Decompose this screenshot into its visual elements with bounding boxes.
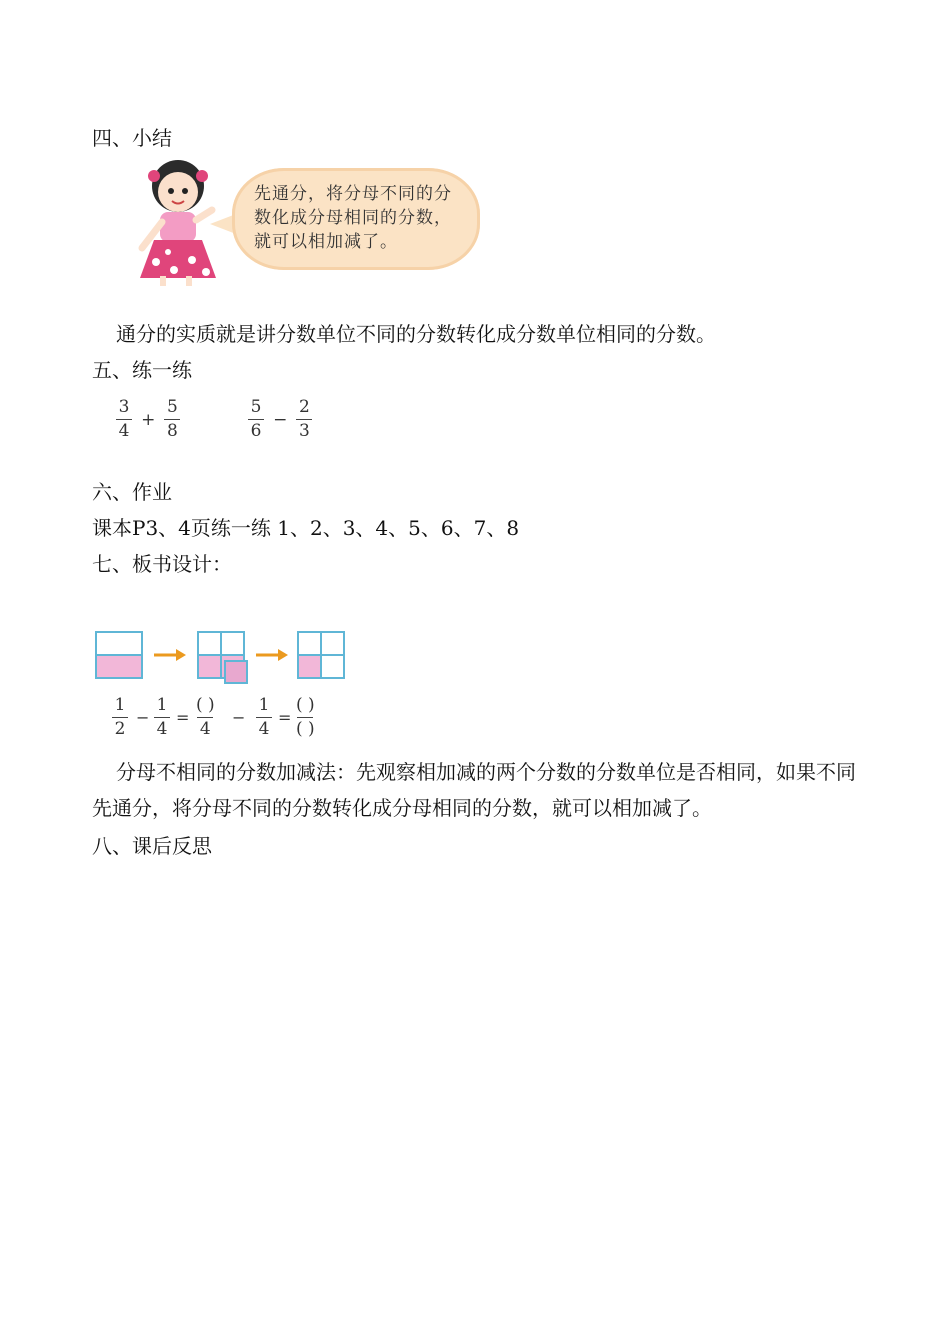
fraction: ( ) ( ) — [296, 695, 315, 739]
fraction: $\frac{5}{8}$ — [164, 398, 180, 441]
board-equation — [92, 696, 362, 742]
operator: − — [232, 708, 246, 727]
operator: − — [136, 708, 150, 727]
fraction: 1 2 — [112, 696, 128, 739]
summary-illustration — [92, 158, 492, 298]
fraction: $\frac{5}{6}$ — [248, 398, 264, 441]
fraction: $\frac{3}{4}$ — [116, 398, 132, 441]
fraction: 1 4 — [256, 696, 272, 739]
exercise-1 — [116, 398, 180, 441]
reflection-heading: 八、课后反思 — [92, 834, 212, 858]
operator: = — [176, 708, 190, 727]
summary-heading: 四、小结 — [92, 126, 172, 150]
summary-note: 通分的实质就是讲分数单位不同的分数转化成分数单位相同的分数。 — [116, 322, 716, 346]
homework-heading: 六、作业 — [92, 480, 172, 504]
speech-bubble-text: 先通分，将分母不同的分数化成分母相同的分数，就可以相加减了。 — [254, 184, 452, 252]
operator: − — [273, 409, 288, 430]
fraction-grid-diagram — [92, 628, 362, 688]
operator: + — [141, 409, 156, 430]
homework-text: 课本P3、4页练一练 1、2、3、4、5、6、7、8 — [92, 516, 520, 540]
exercise-2 — [248, 398, 312, 441]
fraction: $\frac{2}{3}$ — [296, 398, 312, 441]
board-diagram — [92, 628, 362, 748]
speech-bubble — [232, 168, 480, 270]
fraction: 1 4 — [154, 696, 170, 739]
operator: = — [278, 708, 292, 727]
board-text: 分母不相同的分数加减法：先观察相加减的两个分数的分数单位是否相同，如果不同先通分，将分母不同的分数转化成分母相同的分数，就可以相加减了。 — [92, 760, 856, 820]
board-heading: 七、板书设计： — [92, 552, 232, 576]
practice-heading: 五、练一练 — [92, 358, 192, 382]
fraction: ( ) 4 — [196, 695, 215, 739]
